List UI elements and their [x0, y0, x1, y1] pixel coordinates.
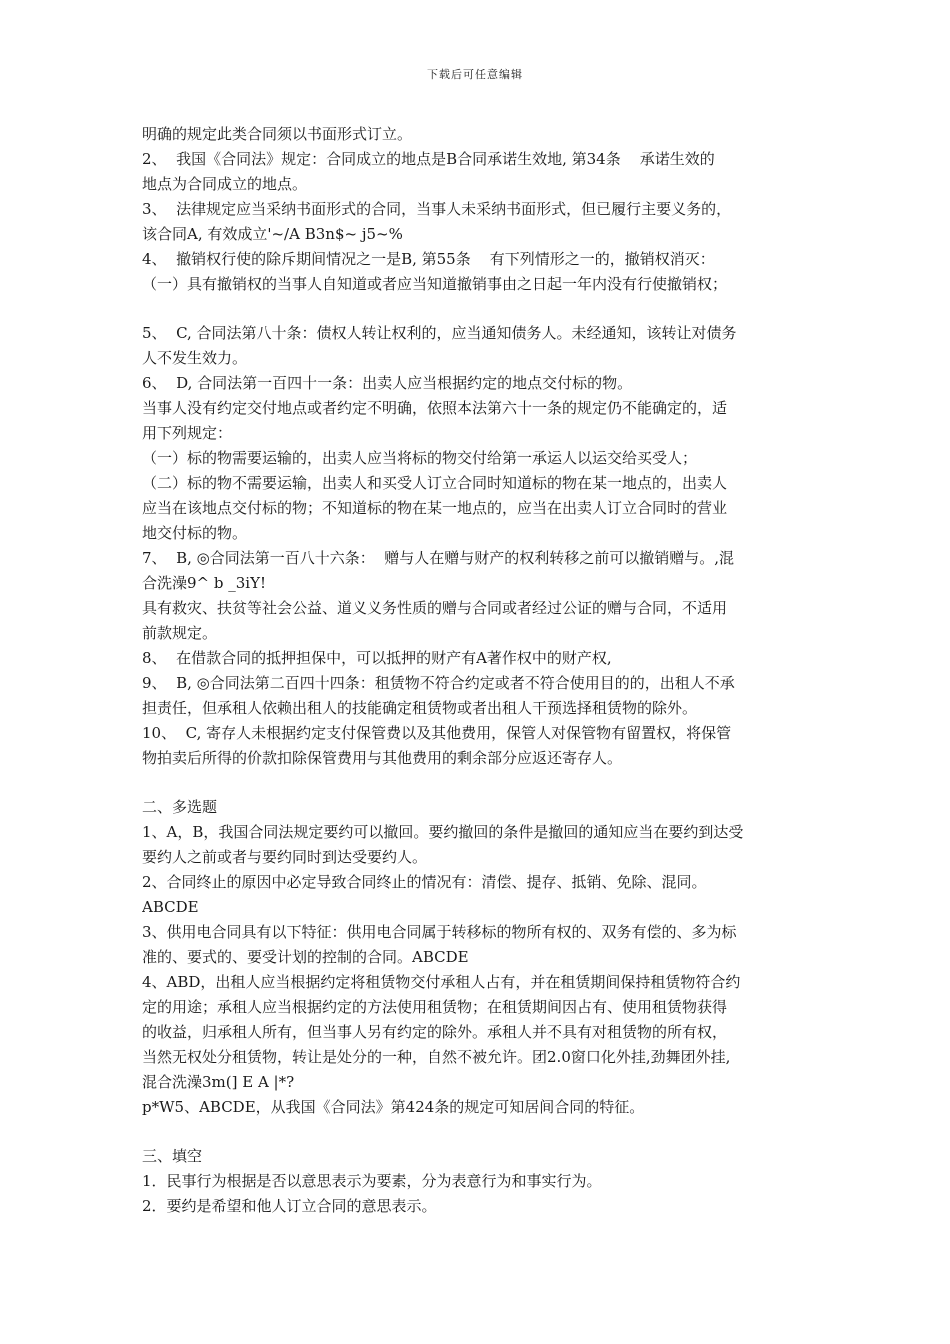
text-line: 准的、要式的、要受计划的控制的合同。ABCDE	[142, 948, 469, 966]
text-line: 用下列规定：	[142, 424, 233, 442]
text-line: 当然无权处分租赁物，转让是处分的一种，自然不被允许。团2.0窗口化外挂,劲舞团外挂,	[142, 1048, 731, 1066]
text-line: 10、 C, 寄存人未根据约定支付保管费以及其他费用，保管人对保管物有留置权，将保管	[142, 724, 732, 742]
text-line: 4、ABD，出租人应当根据约定将租赁物交付承租人占有，并在租赁期间保持租赁物符合约	[142, 973, 741, 991]
text-line: 合洗澡9^ b _3iY!	[142, 574, 267, 592]
text-line: （二）标的物不需要运输，出卖人和买受人订立合同时知道标的物在某一地点的，出卖人	[142, 474, 728, 492]
text-line: （一）标的物需要运输的，出卖人应当将标的物交付给第一承运人以运交给买受人；	[142, 449, 698, 467]
text-line: 物拍卖后所得的价款扣除保管费用与其他费用的剩余部分应返还寄存人。	[142, 749, 623, 767]
text-line: 9、 B, ◎合同法第二百四十四条：租赁物不符合约定或者不符合使用目的的，出租人不承	[142, 674, 735, 692]
text-line: 三、填空	[142, 1147, 203, 1165]
text-line: 地点为合同成立的地点。	[142, 175, 308, 193]
text-line: 2、 我国《合同法》规定：合同成立的地点是B合同承诺生效地, 第34条 承诺生效的	[142, 150, 715, 168]
text-line: 1．民事行为根据是否以意思表示为要素，分为表意行为和事实行为。	[142, 1172, 602, 1190]
text-line: 的收益，归承租人所有，但当事人另有约定的除外。承租人并不具有对租赁物的所有权，	[142, 1023, 728, 1041]
text-line: 明确的规定此类合同须以书面形式订立。	[142, 125, 413, 143]
blank-line	[142, 297, 814, 321]
text-line: 3、 法律规定应当采纳书面形式的合同，当事人未采纳书面形式，但已履行主要义务的，	[142, 200, 732, 218]
document-body	[142, 122, 814, 1219]
text-line: 1、A，B，我国合同法规定要约可以撤回。要约撤回的条件是撤回的通知应当在要约到达受	[142, 823, 744, 841]
text-line: 5、 C, 合同法第八十条：债权人转让权利的，应当通知债务人。未经通知，该转让对债务	[142, 324, 737, 342]
text-line: 二、多选题	[142, 798, 218, 816]
text-line: 具有救灾、扶贫等社会公益、道义义务性质的赠与合同或者经过公证的赠与合同，不适用	[142, 599, 728, 617]
blank-line	[142, 1120, 814, 1144]
text-line: 地交付标的物。	[142, 524, 248, 542]
text-line: 7、 B, ◎合同法第一百八十六条： 赠与人在赠与财产的权利转移之前可以撤销赠与。,混	[142, 549, 735, 567]
text-line: 当事人没有约定交付地点或者约定不明确，依照本法第六十一条的规定仍不能确定的，适	[142, 399, 728, 417]
text-line: 3、供用电合同具有以下特征：供用电合同属于转移标的物所有权的、双务有偿的、多为标	[142, 923, 737, 941]
blank-line	[142, 771, 814, 795]
text-line: 该合同A, 有效成立'~/A B3n$~ j5~%	[142, 225, 403, 243]
text-line: 担责任，但承租人依赖出租人的技能确定租赁物或者出租人干预选择租赁物的除外。	[142, 699, 698, 717]
text-line: 4、 撤销权行使的除斥期间情况之一是B, 第55条 有下列情形之一的，撤销权消灭：	[142, 250, 715, 268]
page-header: 下载后可任意编辑	[427, 68, 523, 81]
text-line: 前款规定。	[142, 624, 218, 642]
text-line: 6、 D, 合同法第一百四十一条：出卖人应当根据约定的地点交付标的物。	[142, 374, 633, 392]
text-line: 8、 在借款合同的抵押担保中，可以抵押的财产有A著作权中的财产权,	[142, 649, 612, 667]
text-line: 2、合同终止的原因中必定导致合同终止的情况有：清偿、提存、抵销、免除、混同。	[142, 873, 707, 891]
text-line: 人不发生效力。	[142, 349, 248, 367]
text-line: （一）具有撤销权的当事人自知道或者应当知道撤销事由之日起一年内没有行使撤销权；	[142, 275, 728, 293]
text-line: ABCDE	[142, 898, 199, 916]
text-line: p*W5、ABCDE，从我国《合同法》第424条的规定可知居间合同的特征。	[142, 1098, 645, 1116]
text-line: 2．要约是希望和他人订立合同的意思表示。	[142, 1197, 437, 1215]
text-line: 要约人之前或者与要约同时到达受要约人。	[142, 848, 428, 866]
text-line: 应当在该地点交付标的物；不知道标的物在某一地点的，应当在出卖人订立合同时的营业	[142, 499, 728, 517]
text-line: 定的用途；承租人应当根据约定的方法使用租赁物；在租赁期间因占有、使用租赁物获得	[142, 998, 728, 1016]
text-line: 混合洗澡3m(] E A |*?	[142, 1073, 295, 1091]
